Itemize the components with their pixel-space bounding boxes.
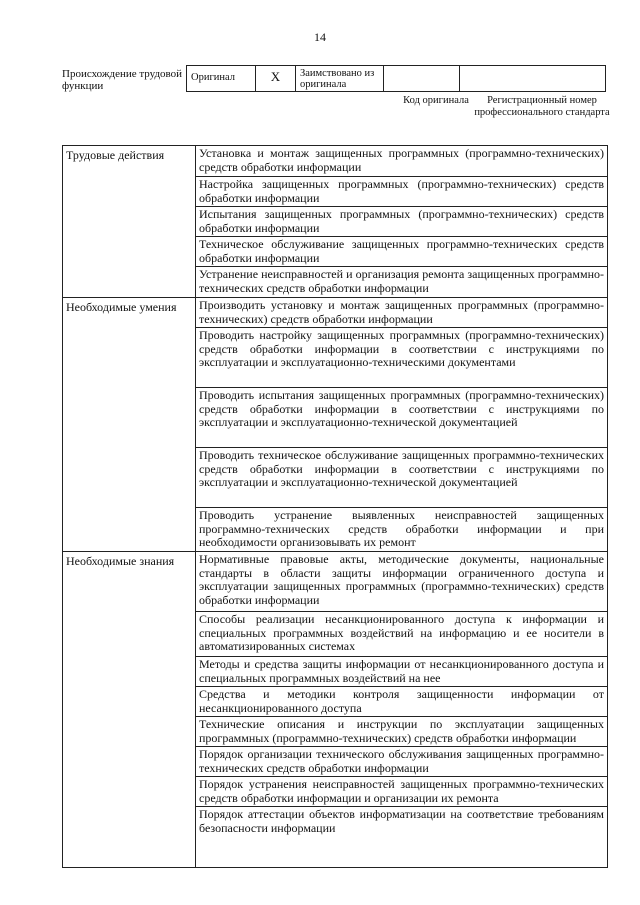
list-item: Проводить техническое обслуживание защищенных программно-технических средств обработки информации в соответствии с инструкциями по эксплуатации и эксплуатационно-технической документацией: [199, 448, 604, 489]
borrowed-cell: Заимствовано из оригинала: [295, 66, 383, 91]
list-item: Настройка защищенных программных (программно-технических) средств обработки информации: [199, 177, 604, 205]
list-item: Технические описания и инструкции по эксплуатации защищенных программных (программно-технических) средств обработки информации: [199, 717, 604, 745]
registration-number-cell: [459, 66, 607, 91]
list-item: Методы и средства защиты информации от несанкционированного доступа и специальных программных воздействий на нее: [199, 657, 604, 685]
list-item: Проводить настройку защищенных программных (программно-технических) средств обработки информации в соответствии с инструкциями по эксплуатации и эксплуатационно-техническими документами: [199, 328, 604, 369]
list-item: Производить установку и монтаж защищенных программных (программно-технических) средств обработки информации: [199, 298, 604, 326]
original-mark: X: [255, 66, 295, 91]
list-item: Средства и методики контроля защищенности информации от несанкционированного доступа: [199, 687, 604, 715]
registration-caption: Регистрационный номер профессионального стандарта: [474, 95, 610, 118]
list-item: Порядок организации технического обслуживания защищенных программно-технических средств обработки информации: [199, 747, 604, 775]
original-code-cell: [383, 66, 459, 91]
list-item: Нормативные правовые акты, методические документы, национальные стандарты в области защиты информации ограниченного доступа и эксплуатации защищенных программных (программно-технических) средств обработки информации: [199, 552, 604, 607]
list-item: Устранение неисправностей и организация ремонта защищенных программно-технических средств обработки информации: [199, 267, 604, 295]
list-item: Проводить устранение выявленных неисправностей защищенных программно-технических средств обработки информации и при необходимости организовывать их ремонт: [199, 508, 604, 549]
list-item: Способы реализации несанкционированного доступа к информации и специальных программных воздействий на информацию и ее носители в автоматизированных системах: [199, 612, 604, 653]
original-cell: Оригинал: [191, 72, 235, 83]
list-item: Установка и монтаж защищенных программных (программно-технических) средств обработки информации: [199, 146, 604, 174]
list-item: Техническое обслуживание защищенных программно-технических средств обработки информации: [199, 237, 604, 265]
labor-function-table: [62, 145, 608, 868]
page-number: 14: [314, 30, 326, 44]
origin-table: [186, 65, 606, 92]
section-label-knowledge: Необходимые знания: [66, 554, 175, 568]
actions-list: [196, 146, 607, 295]
list-item: Испытания защищенных программных (программно-технических) средств обработки информации: [199, 207, 604, 235]
list-item: Порядок аттестации объектов информатизации на соответствие требованиям безопасности информации: [199, 807, 604, 835]
origin-label: Происхождение трудовой функции: [62, 68, 183, 92]
code-caption: Код оригинала: [403, 95, 469, 106]
section-label-actions: Трудовые действия: [66, 148, 165, 162]
list-item: Порядок устранения неисправностей защищенных программно-технических средств обработки информации и организации их ремонта: [199, 777, 604, 805]
section-label-skills: Необходимые умения: [66, 300, 177, 314]
list-item: Проводить испытания защищенных программных (программно-технических) средств обработки информации в соответствии с инструкциями по эксплуатации и эксплуатационно-технической документацией: [199, 388, 604, 429]
